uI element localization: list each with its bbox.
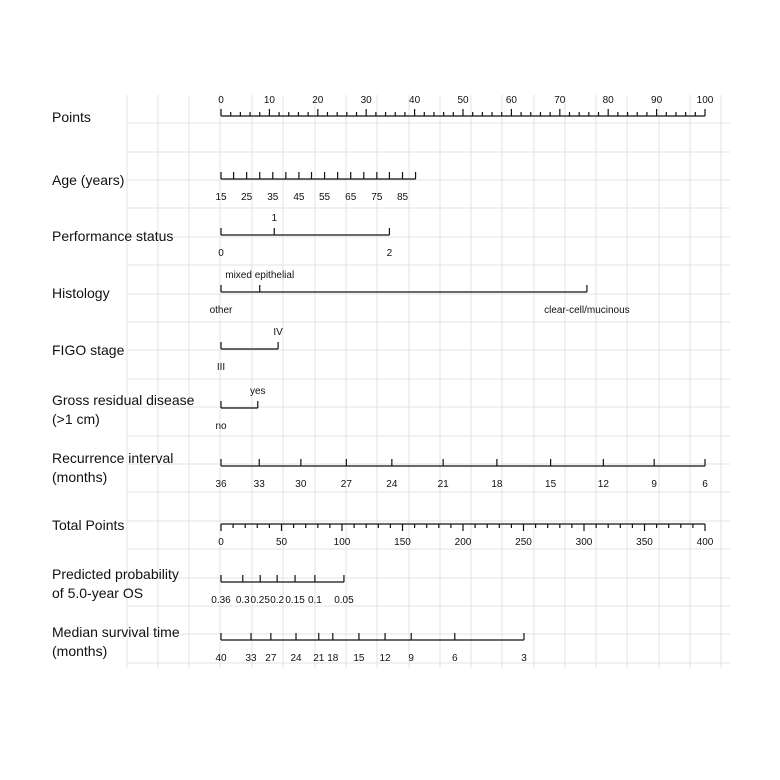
- tick-label: 20: [312, 95, 324, 106]
- tick-label: 10: [263, 95, 275, 106]
- tick-label: 35: [267, 192, 279, 203]
- tick-label: 50: [275, 537, 288, 548]
- tick-label: 200: [454, 537, 472, 548]
- tick-label: 15: [353, 653, 365, 664]
- row-total: [52, 517, 714, 548]
- row-histology: [52, 270, 630, 316]
- tick-label: 80: [602, 95, 614, 106]
- row-label: FIGO stage: [52, 342, 125, 358]
- tick-label: 24: [290, 653, 302, 664]
- tick-label: 30: [360, 95, 372, 106]
- row-label: Predicted probability: [52, 566, 179, 582]
- tick-label: 90: [651, 95, 663, 106]
- row-age: [52, 172, 416, 203]
- tick-label: 0: [218, 537, 224, 548]
- tick-label: 0.1: [307, 595, 322, 606]
- tick-label: 0.36: [211, 595, 231, 606]
- row-label: (months): [52, 469, 108, 485]
- tick-label: 0: [218, 95, 224, 106]
- tick-label: 40: [409, 95, 421, 106]
- tick-label: 9: [651, 479, 657, 490]
- tick-label: 18: [327, 653, 339, 664]
- row-label: Median survival time: [52, 624, 180, 640]
- tick-label: 55: [319, 192, 331, 203]
- tick-label: 27: [340, 479, 352, 490]
- tick-label: 400: [696, 537, 714, 548]
- tick-label: IV: [273, 327, 283, 338]
- tick-label: clear-cell/mucinous: [544, 305, 630, 316]
- row-label: Gross residual disease: [52, 392, 195, 408]
- tick-label: 15: [215, 192, 227, 203]
- row-label: Performance status: [52, 228, 174, 244]
- tick-label: 9: [408, 653, 414, 664]
- tick-label: 1: [271, 213, 278, 224]
- tick-label: 15: [545, 479, 557, 490]
- tick-label: 25: [241, 192, 253, 203]
- row-label: (>1 cm): [52, 411, 100, 427]
- tick-label: 85: [396, 192, 409, 203]
- tick-label: 21: [313, 653, 325, 664]
- tick-label: 150: [394, 537, 411, 548]
- tick-label: 3: [521, 653, 527, 664]
- tick-label: 70: [554, 95, 566, 106]
- tick-label: 0: [218, 248, 224, 259]
- grid-layer: [127, 95, 730, 668]
- tick-label: 2: [386, 248, 393, 259]
- row-label: (months): [52, 643, 108, 659]
- tick-label: yes: [250, 386, 266, 397]
- tick-label: 6: [451, 653, 458, 664]
- row-probability: [52, 566, 354, 606]
- tick-label: 0.2: [270, 595, 285, 606]
- row-performance: [52, 213, 393, 259]
- tick-label: 27: [265, 653, 277, 664]
- tick-label: 75: [371, 192, 383, 203]
- tick-label: 0.3: [235, 595, 250, 606]
- tick-label: 0.15: [285, 595, 305, 606]
- row-points: [52, 95, 714, 125]
- tick-label: 30: [295, 479, 307, 490]
- tick-label: 33: [253, 479, 265, 490]
- tick-label: 12: [597, 479, 609, 490]
- tick-label: 33: [245, 653, 257, 664]
- tick-label: 24: [386, 479, 398, 490]
- tick-label: other: [209, 305, 233, 316]
- tick-label: 0.05: [334, 595, 354, 606]
- tick-label: 18: [491, 479, 503, 490]
- tick-label: 300: [575, 537, 593, 548]
- row-label: Points: [52, 109, 91, 125]
- row-recurrence: [52, 450, 708, 490]
- tick-label: mixed epithelial: [225, 270, 295, 281]
- tick-label: no: [215, 421, 227, 432]
- tick-label: 100: [696, 95, 714, 106]
- tick-label: III: [216, 362, 226, 373]
- tick-label: 36: [215, 479, 227, 490]
- tick-label: 350: [636, 537, 653, 548]
- row-label: Age (years): [52, 172, 125, 188]
- tick-label: 50: [457, 95, 469, 106]
- row-label: Histology: [52, 285, 110, 301]
- tick-label: 0.25: [250, 595, 270, 606]
- row-median: [52, 624, 527, 664]
- tick-label: 6: [702, 479, 708, 490]
- row-label: Recurrence interval: [52, 450, 174, 466]
- tick-label: 40: [215, 653, 227, 664]
- tick-label: 60: [505, 95, 517, 106]
- tick-label: 21: [437, 479, 449, 490]
- tick-label: 65: [345, 192, 357, 203]
- tick-label: 250: [515, 537, 532, 548]
- row-residual: [52, 386, 266, 432]
- tick-label: 100: [333, 537, 351, 548]
- row-label: of 5.0-year OS: [52, 585, 144, 601]
- row-label: Total Points: [52, 517, 125, 533]
- tick-label: 45: [293, 192, 305, 203]
- tick-label: 12: [379, 653, 391, 664]
